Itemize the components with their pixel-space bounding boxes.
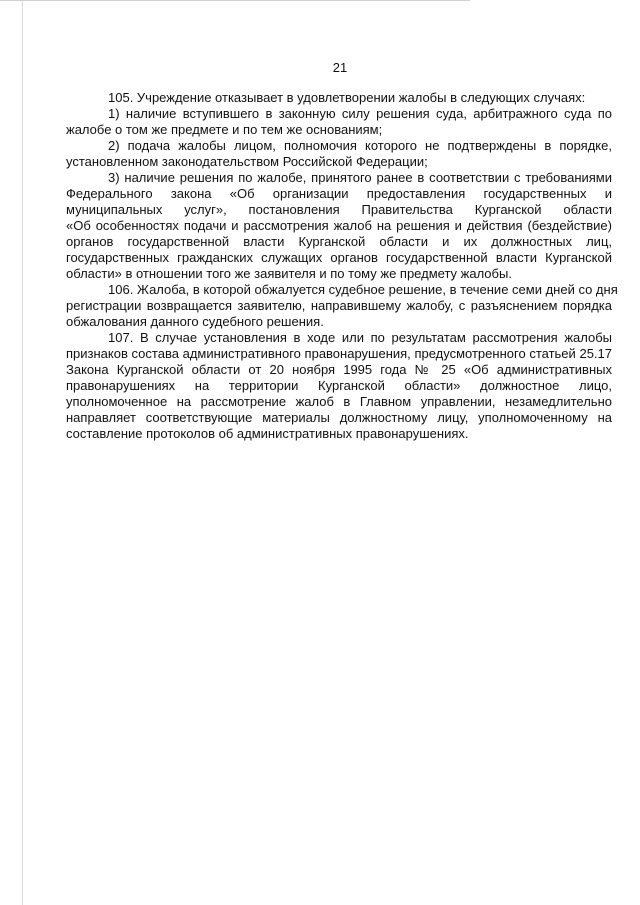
text-line: установленном законодательством Российской Федерации; [66,154,428,169]
text-line: органов государственной власти Курганской области и их должностных лиц, [66,234,612,249]
text-line: составление протоколов об административных правонарушениях. [66,426,469,441]
text-line: регистрации возвращается заявителю, направившему жалобу, с разъяснением порядка [66,298,612,313]
page-number: 21 [332,60,348,75]
text-line: 107. В случае установления в ходе или по результатам рассмотрения жалобы [108,330,612,345]
text-line: обжалования данного судебного решения. [66,314,324,329]
text-line: признаков состава административного правонарушения, предусмотренного статьей 25.17 [66,346,612,361]
paragraph-item-3 [66,170,612,282]
document-body [66,90,618,442]
text-line: 3) наличие решения по жалобе, принятого ранее в соответствии с требованиями [108,170,612,185]
paragraph-106 [66,282,618,330]
text-line: Закона Курганской области от 20 ноября 1995 года № 25 «Об административных [66,362,612,377]
text-line: 105. Учреждение отказывает в удовлетворении жалобы в следующих случаях: [108,90,586,105]
paragraph-item-1 [66,106,612,138]
text-line: государственных гражданских служащих органов государственной власти Курганской [66,250,612,265]
text-line: муниципальных услуг», постановления Правительства Курганской области [66,202,612,217]
paragraph-107 [66,330,612,442]
text-line: направляет соответствующие материалы должностному лицу, уполномоченному на [66,410,612,425]
text-line: «Об особенностях подачи и рассмотрения жалоб на решения и действия (бездействие) [66,218,612,233]
text-line: жалобе о том же предмете и по тем же основаниям; [66,122,383,137]
scan-edge-top [0,0,470,1]
text-line: Федерального закона «Об организации предоставления государственных и [66,186,612,201]
paragraph-105 [66,90,612,106]
text-line: 1) наличие вступившего в законную силу решения суда, арбитражного суда по [108,106,612,121]
text-line: правонарушениях на территории Курганской области» должностное лицо, [66,378,612,393]
text-line: 2) подача жалобы лицом, полномочия которого не подтверждены в порядке, [108,138,612,153]
text-line: области» в отношении того же заявителя и по тому же предмету жалобы. [66,266,512,281]
paragraph-item-2 [66,138,612,170]
scan-edge-left [22,0,23,905]
text-line: 106. Жалоба, в которой обжалуется судебное решение, в течение семи дней со дня [108,282,618,297]
text-line: уполномоченное на рассмотрение жалоб в Главном управлении, незамедлительно [66,394,612,409]
